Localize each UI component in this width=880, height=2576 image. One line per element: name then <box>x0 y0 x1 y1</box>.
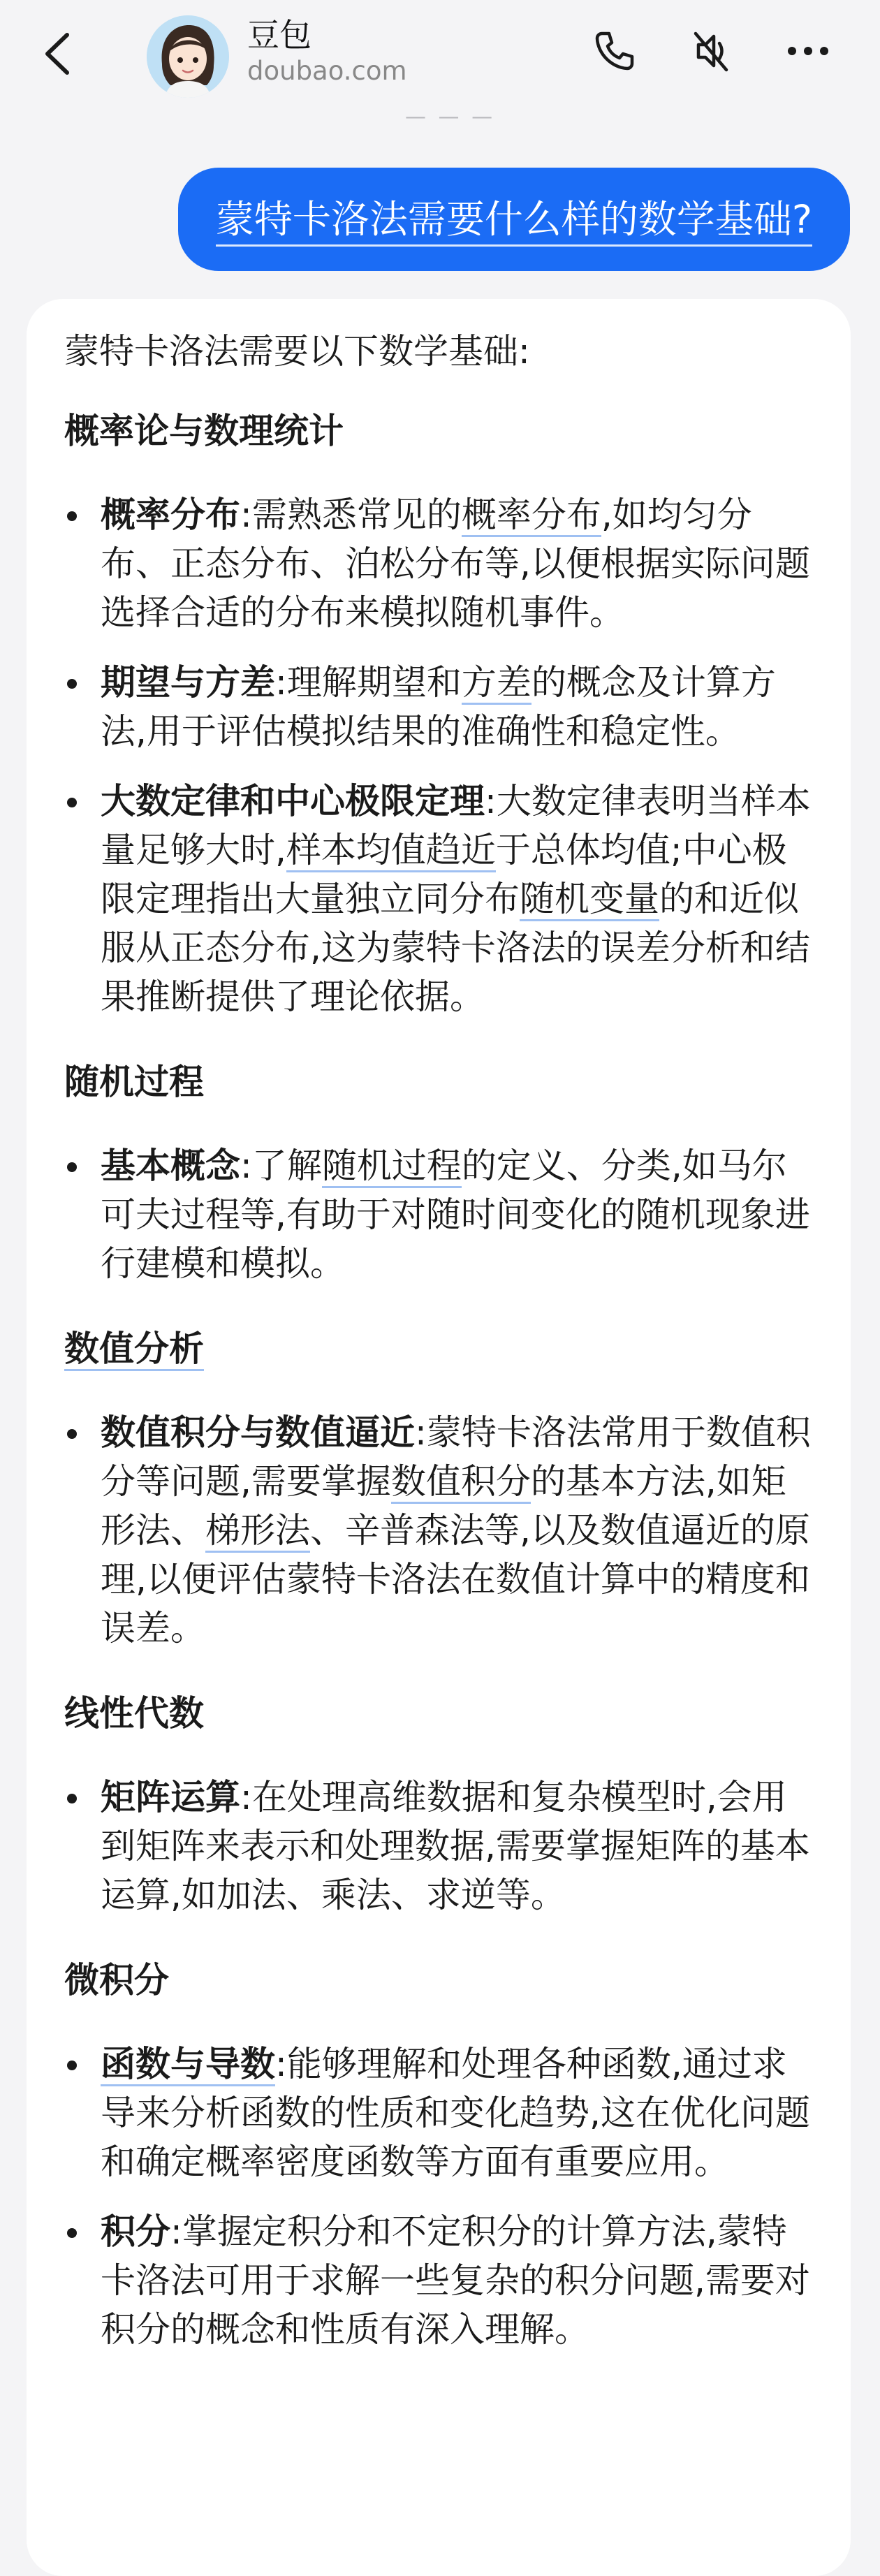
bullet-term: 概率分布 <box>101 495 240 535</box>
bullet-list <box>64 490 819 1021</box>
speaker-mute-icon <box>686 27 735 75</box>
list-item <box>64 1408 819 1653</box>
bullet-term: 积分 <box>101 2211 170 2252</box>
bullet-text: ,如均匀分布、正态分布、泊松分布等,以便根据实际问题选择合适的分布来模拟随机事件。 <box>101 495 810 633</box>
bullet-list <box>64 1141 819 1288</box>
inline-link[interactable]: 概率分布 <box>462 495 601 537</box>
term-separator: : <box>170 2211 182 2252</box>
bullet-text: 在处理高维数据和复杂模型时,会用到矩阵来表示和处理数据,需要掌握矩阵的基本运算,如加法、乘法、求逆等。 <box>101 1777 810 1915</box>
call-button[interactable] <box>590 27 639 75</box>
scroll-fade-indicator: — — — <box>405 105 496 129</box>
more-dots-icon <box>784 27 833 75</box>
bot-domain: doubao.com <box>247 56 407 86</box>
list-item <box>64 490 819 637</box>
bullet-text: 的和近似服从正态分布,这为蒙特卡洛法的误差分析和结果推断提供了理论依据。 <box>101 879 810 1017</box>
bullet-text: 、辛普森法等,以及数值逼近的原理,以便评估蒙特卡洛法在数值计算中的精度和误差。 <box>101 1510 810 1648</box>
answer-intro: 蒙特卡洛法需要以下数学基础: <box>64 331 530 372</box>
list-item <box>64 777 819 1021</box>
chevron-left-icon <box>36 29 78 78</box>
term-separator: : <box>415 1412 427 1453</box>
bullet-text: 能够理解和处理各种函数,通过求导来分析函数的性质和变化趋势,这在优化问题和确定概率密度函数等方面有重要应用。 <box>101 2044 810 2182</box>
user-message-bubble[interactable] <box>178 168 850 271</box>
chat-header <box>0 0 880 129</box>
bullet-term[interactable]: 函数与导数 <box>101 2044 275 2086</box>
inline-link[interactable]: 梯形法 <box>205 1510 310 1553</box>
list-item <box>64 1141 819 1288</box>
term-separator: : <box>275 662 287 703</box>
list-item <box>64 2207 819 2354</box>
section-title: 微积分 <box>64 1960 169 2000</box>
bullet-term: 数值积分与数值逼近 <box>101 1412 415 1453</box>
bullet-text: 了解 <box>251 1146 322 1186</box>
bullet-list <box>64 1408 819 1653</box>
inline-link[interactable]: 样本均值趋近 <box>286 830 496 872</box>
bullet-list <box>64 2040 819 2354</box>
term-separator: : <box>240 1146 252 1186</box>
bullet-text: 的定义、分类,如马尔可夫过程等,有助于对随时间变化的随机现象进行建模和模拟。 <box>101 1146 810 1284</box>
bullet-text: 蒙特卡洛法常用于数值积分等问题,需要掌握 <box>101 1412 811 1502</box>
bullet-term: 期望与方差 <box>101 662 275 703</box>
bullet-text: 大数定律表明当样本量足够大时, <box>101 781 811 870</box>
bullet-text: 需熟悉常见的 <box>251 495 462 535</box>
bullet-text: 掌握定积分和不定积分的计算方法,蒙特卡洛法可用于求解一些复杂的积分问题,需要对积分的概念和性质有深入理解。 <box>101 2211 810 2350</box>
section-title: 概率论与数理统计 <box>64 411 344 451</box>
term-separator: : <box>485 781 497 821</box>
inline-link[interactable]: 数值积分 <box>391 1461 531 1504</box>
section-title <box>64 1324 819 1373</box>
term-separator: : <box>275 2044 287 2084</box>
inline-link[interactable]: 随机过程 <box>322 1146 462 1188</box>
inline-link[interactable]: 方差 <box>462 662 531 705</box>
bullet-term: 大数定律和中心极限定理 <box>101 781 485 821</box>
answer-card <box>27 299 851 2576</box>
avatar-girl-icon <box>147 15 229 98</box>
bot-name: 豆包 <box>247 16 311 54</box>
bullet-text: 理解期望和 <box>286 662 462 703</box>
section-title: 随机过程 <box>64 1062 204 1102</box>
bullet-text: 的基本方法,如矩形法、 <box>101 1461 786 1551</box>
back-button[interactable] <box>36 29 78 78</box>
list-item <box>64 1773 819 1919</box>
user-message-text: 蒙特卡洛法需要什么样的数学基础? <box>216 197 812 247</box>
more-button[interactable] <box>784 27 833 75</box>
phone-icon <box>590 27 639 75</box>
section-title: 线性代数 <box>64 1693 204 1734</box>
term-separator: : <box>240 495 252 535</box>
list-item <box>64 658 819 756</box>
bullet-list <box>64 1773 819 1919</box>
term-separator: : <box>240 1777 252 1817</box>
bullet-text: 的概念及计算方法,用于评估模拟结果的准确性和稳定性。 <box>101 662 776 752</box>
bullet-term: 矩阵运算 <box>101 1777 240 1817</box>
bullet-text: 于总体均值;中心极限定理指出大量独立同分布 <box>101 830 787 919</box>
bot-avatar[interactable] <box>147 15 229 98</box>
list-item <box>64 2040 819 2186</box>
answer-content <box>64 327 819 2390</box>
mute-button[interactable] <box>686 27 735 75</box>
bullet-term: 基本概念 <box>101 1146 240 1186</box>
inline-link[interactable]: 随机变量 <box>520 879 659 921</box>
section-title-link[interactable]: 数值分析 <box>64 1329 204 1371</box>
